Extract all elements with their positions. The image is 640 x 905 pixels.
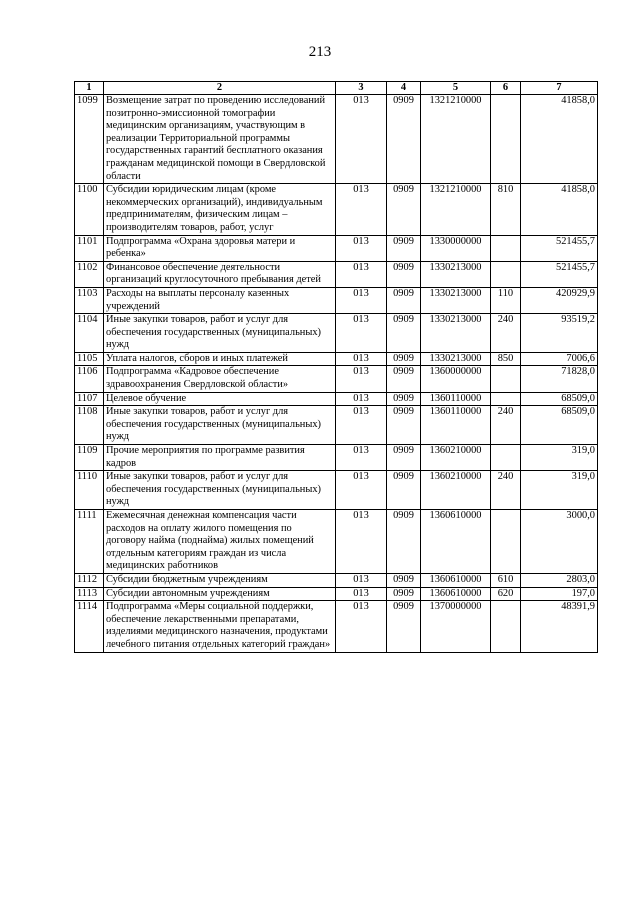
row-number: 1105 bbox=[75, 352, 104, 366]
row-amount: 319,0 bbox=[521, 445, 598, 471]
row-amount: 71828,0 bbox=[521, 366, 598, 392]
row-number: 1111 bbox=[75, 510, 104, 574]
row-amount: 319,0 bbox=[521, 471, 598, 510]
row-number: 1107 bbox=[75, 392, 104, 406]
row-code-4: 0909 bbox=[387, 352, 421, 366]
table-row bbox=[75, 366, 598, 392]
row-code-5: 1360610000 bbox=[421, 510, 491, 574]
column-header: 4 bbox=[387, 82, 421, 95]
row-code-3: 013 bbox=[336, 261, 387, 287]
row-code-5: 1321210000 bbox=[421, 184, 491, 235]
table-row bbox=[75, 287, 598, 313]
row-name: Иные закупки товаров, работ и услуг для обеспечения государственных (муниципальных) нужд bbox=[104, 471, 336, 510]
page-number: 213 bbox=[308, 44, 332, 60]
row-code-4: 0909 bbox=[387, 601, 421, 652]
row-code-5: 1330213000 bbox=[421, 261, 491, 287]
row-name: Подпрограмма «Кадровое обеспечение здравоохранения Свердловской области» bbox=[104, 366, 336, 392]
row-code-3: 013 bbox=[336, 352, 387, 366]
row-code-5: 1330213000 bbox=[421, 314, 491, 353]
row-amount: 48391,9 bbox=[521, 601, 598, 652]
row-code-6 bbox=[491, 510, 521, 574]
row-code-6 bbox=[491, 261, 521, 287]
row-code-6: 620 bbox=[491, 587, 521, 601]
row-amount: 68509,0 bbox=[521, 392, 598, 406]
row-number: 1100 bbox=[75, 184, 104, 235]
row-number: 1112 bbox=[75, 573, 104, 587]
column-header: 6 bbox=[491, 82, 521, 95]
row-code-6: 240 bbox=[491, 471, 521, 510]
column-header: 2 bbox=[104, 82, 336, 95]
table-row bbox=[75, 392, 598, 406]
row-number: 1101 bbox=[75, 235, 104, 261]
row-code-5: 1370000000 bbox=[421, 601, 491, 652]
row-number: 1099 bbox=[75, 95, 104, 184]
row-code-4: 0909 bbox=[387, 95, 421, 184]
row-name: Субсидии юридическим лицам (кроме некоммерческих организаций), индивидуальным предпринимателям, физическим лицам – производителям товаров, работ, услуг bbox=[104, 184, 336, 235]
row-amount: 197,0 bbox=[521, 587, 598, 601]
table-row bbox=[75, 314, 598, 353]
row-code-4: 0909 bbox=[387, 406, 421, 445]
row-code-5: 1330213000 bbox=[421, 352, 491, 366]
row-amount: 521455,7 bbox=[521, 235, 598, 261]
row-code-3: 013 bbox=[336, 392, 387, 406]
table-row bbox=[75, 184, 598, 235]
row-number: 1106 bbox=[75, 366, 104, 392]
row-code-4: 0909 bbox=[387, 235, 421, 261]
column-header: 5 bbox=[421, 82, 491, 95]
row-code-4: 0909 bbox=[387, 445, 421, 471]
row-code-5: 1360110000 bbox=[421, 406, 491, 445]
row-code-5: 1360610000 bbox=[421, 587, 491, 601]
row-name: Подпрограмма «Меры социальной поддержки, обеспечение лекарственными препаратами, изделиями медицинского назначения, продуктами лечебного питания отдельных категорий граждан» bbox=[104, 601, 336, 652]
row-code-4: 0909 bbox=[387, 314, 421, 353]
row-code-3: 013 bbox=[336, 573, 387, 587]
row-code-6 bbox=[491, 366, 521, 392]
row-code-3: 013 bbox=[336, 445, 387, 471]
row-amount: 41858,0 bbox=[521, 95, 598, 184]
row-number: 1104 bbox=[75, 314, 104, 353]
row-amount: 93519,2 bbox=[521, 314, 598, 353]
row-code-4: 0909 bbox=[387, 587, 421, 601]
row-code-4: 0909 bbox=[387, 510, 421, 574]
row-name: Иные закупки товаров, работ и услуг для обеспечения государственных (муниципальных) нужд bbox=[104, 406, 336, 445]
row-code-6: 240 bbox=[491, 406, 521, 445]
row-code-6: 110 bbox=[491, 287, 521, 313]
row-code-6: 810 bbox=[491, 184, 521, 235]
table-row bbox=[75, 406, 598, 445]
row-code-4: 0909 bbox=[387, 471, 421, 510]
row-code-3: 013 bbox=[336, 510, 387, 574]
row-name: Ежемесячная денежная компенсация части расходов на оплату жилого помещения по договору найма (поднайма) жилых помещений отдельным категориям граждан из числа медицинских работников bbox=[104, 510, 336, 574]
row-code-6 bbox=[491, 235, 521, 261]
row-code-6: 240 bbox=[491, 314, 521, 353]
row-code-3: 013 bbox=[336, 235, 387, 261]
header-row bbox=[75, 82, 598, 95]
row-code-5: 1360110000 bbox=[421, 392, 491, 406]
row-number: 1114 bbox=[75, 601, 104, 652]
table-row bbox=[75, 235, 598, 261]
table-row bbox=[75, 95, 598, 184]
row-name: Расходы на выплаты персоналу казенных учреждений bbox=[104, 287, 336, 313]
row-code-6 bbox=[491, 601, 521, 652]
row-code-3: 013 bbox=[336, 184, 387, 235]
row-code-5: 1360210000 bbox=[421, 445, 491, 471]
column-header: 3 bbox=[336, 82, 387, 95]
row-code-3: 013 bbox=[336, 406, 387, 445]
column-header: 7 bbox=[521, 82, 598, 95]
row-code-3: 013 bbox=[336, 366, 387, 392]
row-number: 1108 bbox=[75, 406, 104, 445]
table-row bbox=[75, 587, 598, 601]
row-code-6 bbox=[491, 95, 521, 184]
table-row bbox=[75, 510, 598, 574]
row-amount: 420929,9 bbox=[521, 287, 598, 313]
row-name: Подпрограмма «Охрана здоровья матери и ребенка» bbox=[104, 235, 336, 261]
row-code-3: 013 bbox=[336, 587, 387, 601]
row-code-6 bbox=[491, 445, 521, 471]
row-number: 1113 bbox=[75, 587, 104, 601]
row-code-6: 850 bbox=[491, 352, 521, 366]
row-amount: 68509,0 bbox=[521, 406, 598, 445]
row-number: 1102 bbox=[75, 261, 104, 287]
row-code-4: 0909 bbox=[387, 287, 421, 313]
row-name: Возмещение затрат по проведению исследований позитронно-эмиссионной томографии медицинским организациям, участвующим в реализации Территориальной программы государственных гарантий бесплатного оказания гражданам медицинской помощи в Свердловской области bbox=[104, 95, 336, 184]
row-code-4: 0909 bbox=[387, 261, 421, 287]
row-code-6 bbox=[491, 392, 521, 406]
row-code-5: 1360000000 bbox=[421, 366, 491, 392]
row-name: Уплата налогов, сборов и иных платежей bbox=[104, 352, 336, 366]
row-code-3: 013 bbox=[336, 314, 387, 353]
budget-table bbox=[74, 81, 598, 653]
row-number: 1109 bbox=[75, 445, 104, 471]
row-name: Иные закупки товаров, работ и услуг для обеспечения государственных (муниципальных) нужд bbox=[104, 314, 336, 353]
table-row bbox=[75, 352, 598, 366]
column-header: 1 bbox=[75, 82, 104, 95]
row-code-3: 013 bbox=[336, 601, 387, 652]
row-code-6: 610 bbox=[491, 573, 521, 587]
row-code-5: 1321210000 bbox=[421, 95, 491, 184]
table-row bbox=[75, 471, 598, 510]
row-name: Финансовое обеспечение деятельности организаций круглосуточного пребывания детей bbox=[104, 261, 336, 287]
row-number: 1103 bbox=[75, 287, 104, 313]
row-amount: 41858,0 bbox=[521, 184, 598, 235]
row-code-5: 1330213000 bbox=[421, 287, 491, 313]
row-code-3: 013 bbox=[336, 471, 387, 510]
table-row bbox=[75, 573, 598, 587]
row-code-4: 0909 bbox=[387, 184, 421, 235]
row-code-5: 1360610000 bbox=[421, 573, 491, 587]
table-row bbox=[75, 261, 598, 287]
row-code-4: 0909 bbox=[387, 573, 421, 587]
table-row bbox=[75, 601, 598, 652]
row-amount: 521455,7 bbox=[521, 261, 598, 287]
row-code-3: 013 bbox=[336, 95, 387, 184]
table-row bbox=[75, 445, 598, 471]
row-amount: 7006,6 bbox=[521, 352, 598, 366]
row-code-5: 1360210000 bbox=[421, 471, 491, 510]
row-name: Субсидии бюджетным учреждениям bbox=[104, 573, 336, 587]
row-name: Прочие мероприятия по программе развития кадров bbox=[104, 445, 336, 471]
row-code-3: 013 bbox=[336, 287, 387, 313]
row-name: Субсидии автономным учреждениям bbox=[104, 587, 336, 601]
row-amount: 3000,0 bbox=[521, 510, 598, 574]
row-code-4: 0909 bbox=[387, 366, 421, 392]
row-code-5: 1330000000 bbox=[421, 235, 491, 261]
row-number: 1110 bbox=[75, 471, 104, 510]
row-name: Целевое обучение bbox=[104, 392, 336, 406]
row-amount: 2803,0 bbox=[521, 573, 598, 587]
row-code-4: 0909 bbox=[387, 392, 421, 406]
